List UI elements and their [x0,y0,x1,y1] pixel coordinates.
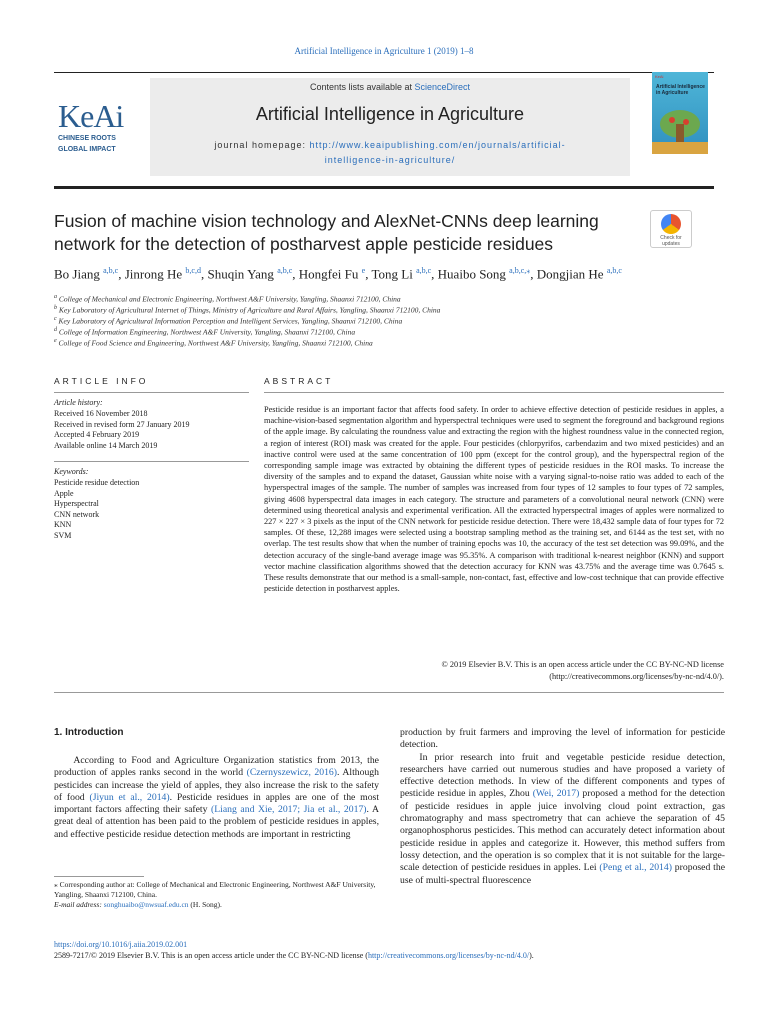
history-label: Article history: [54,398,103,407]
affiliation-text: Key Laboratory of Agricultural Information Perception and Intelligent Services, Yangling, Shaanxi 712100, China [56,316,403,326]
body-text: proposed the use of multi-spectral fluorescence [400,862,725,886]
body-text: . Pesticide residues in apples are one of the most important factors affecting their safety [54,791,380,816]
author-name[interactable]: , Hongfei Fu [292,266,362,282]
publisher-logo [58,100,123,154]
issn-line [54,951,734,960]
homepage-link-2[interactable]: intelligence-in-agriculture/ [324,155,456,165]
body-text: In prior research into fruit and vegetable pesticide residue detection, researchers have carried out numerous studies and have proposed a variety of effective detection methods. In view of the different components and types of pesticide residue in apples, Zhou [400,751,725,800]
citation-link[interactable]: (Jiyun et al., 2014) [89,791,170,803]
affiliation-marker: d [54,327,57,333]
author-name[interactable]: Bo Jiang [54,266,104,282]
affiliation-marker: b [54,305,57,311]
contents-line [150,82,630,92]
issn-text: 2589-7217/© 2019 Elsevier B.V. This is an open access article under the CC BY-NC-ND license ( [54,951,368,960]
affiliation-e [54,336,714,349]
author-affiliation-marker[interactable]: a,b,c [606,266,622,275]
article-info-label: ARTICLE INFO [54,376,149,386]
keywords-label: Keywords: [54,467,89,476]
author-affiliation-marker[interactable]: a,b,c,⁎ [509,266,531,275]
badge-text-1: Check for [660,235,682,241]
history-entry: Received 16 November 2018 [54,409,148,418]
article-info-rule [54,392,249,393]
footnote-email [54,900,384,910]
body-text: proposed a method for the detection of pesticide residues in apple juice involving cloud point extraction, gas chromatography and mass spectrometry that can achieve the separation of 45 organophosphorus pesticides. This method can accurately detect information about pesticide residue in apples and categorize it. However, this method suffers from lossy detection, and the operation is so complex that it is not suitable for the large-scale detection of pesticide residues in apples. Lei [400,788,726,874]
check-updates-icon [661,214,681,234]
logo-text: KeAi [58,98,124,134]
footnote-rule [54,876,144,877]
homepage-link-1[interactable]: http://www.keaipublishing.com/en/journals/artificial- [309,140,566,150]
keyword: Hyperspectral [54,499,99,508]
sciencedirect-link[interactable]: ScienceDirect [414,82,471,92]
journal-homepage [170,138,610,168]
issn-end: ). [529,951,534,960]
doi-link[interactable]: https://doi.org/10.1016/j.aiia.2019.02.001 [54,940,188,949]
footnote-text: ⁎ Corresponding author at: College of Mechanical and Electronic Engineering, Northwest A&F University, Yangling, Shaanxi 712100, China. [54,880,376,899]
header-rule [54,186,714,189]
section-heading-introduction: 1. Introduction [54,727,124,738]
author-affiliation-marker[interactable]: a,b,c [277,266,293,275]
logo-sub-1: CHINESE ROOTS [58,135,116,142]
issn-license-link[interactable]: http://creativecommons.org/licenses/by-nc-nd/4.0/ [367,951,530,960]
keyword: Pesticide residue detection [54,478,140,487]
author-affiliation-marker[interactable]: a,b,c [103,266,119,275]
license-link[interactable]: (http://creativecommons.org/licenses/by-nc-nd/4.0/). [549,672,724,681]
cover-tag: KeAi [655,74,664,79]
author-affiliation-marker[interactable]: a,b,c [416,266,432,275]
author-name[interactable]: , Shuqin Yang [200,266,278,282]
affiliation-marker: e [54,338,57,344]
citation-link[interactable]: (Wei, 2017) [532,788,580,800]
affiliation-text: College of Information Engineering, Northwest A&F University, Yangling, Shaanxi 712100, China [57,327,356,337]
contents-prefix: Contents lists available at [309,82,415,92]
logo-sub-2: GLOBAL IMPACT [58,146,116,153]
keyword: CNN network [54,509,100,519]
affiliation-text: College of Mechanical and Electronic Engineering, Northwest A&F University, Yangling, Shaanxi 712100, China [57,294,401,304]
body-text: . A great deal of attention has been paid to the problem of pesticide residues in apples, and effective pesticide residue detection methods are important in restricting [54,804,379,840]
keyword: Apple [54,488,74,498]
affiliation-text: College of Food Science and Engineering, Northwest A&F University, Yangling, Shaanxi 712100, China [56,338,373,348]
author-name[interactable]: , Tong Li [365,266,417,282]
intro-right-column [400,727,725,887]
author-name[interactable]: , Huaibo Song [431,266,510,282]
body-text: According to Food and Agriculture Organization statistics from 2013, the production of apples ranks second in the world [54,755,379,779]
author-list [54,266,714,282]
history-rule [54,461,249,462]
top-rule [54,72,714,73]
cover-title: Artificial Intelligence in Agriculture [656,84,705,96]
author-name[interactable]: , Dongjian He [530,266,607,282]
article-title: Fusion of machine vision technology and AlexNet-CNNs deep learning network for the detection of postharvest apple pesticide residues [54,211,599,254]
abstract-rule [264,392,724,393]
history-entry: Received in revised form 27 January 2019 [54,419,190,429]
badge-text-2: updates [662,241,680,247]
history-entry: Accepted 4 February 2019 [54,430,140,439]
homepage-label: journal homepage: [214,140,310,150]
abstract-bottom-rule [54,692,724,693]
author-affiliation-marker[interactable]: e [361,266,366,275]
keyword: KNN [54,520,72,529]
email-link[interactable]: songhuaibo@nwsuaf.edu.cn [103,900,189,909]
journal-reference[interactable]: Artificial Intelligence in Agriculture 1 (2019) 1–8 [294,46,474,56]
abstract-label: ABSTRACT [264,376,334,386]
journal-cover-image[interactable] [652,72,708,154]
body-text: production by fruit farmers and improving the level of information for pesticide detection. [400,727,725,751]
citation-link[interactable]: (Czernyszewicz, 2016) [246,767,337,779]
email-suffix: (H. Song). [188,900,222,909]
intro-left-column [54,755,379,841]
cover-illustration [652,72,708,154]
citation-link[interactable]: (Liang and Xie, 2017; Jia et al., 2017) [211,804,367,816]
copyright-line-1: © 2019 Elsevier B.V. This is an open access article under the CC BY-NC-ND license [441,660,724,669]
keyword: SVM [54,530,72,540]
citation-link[interactable]: (Peng et al., 2014) [599,862,672,874]
body-text: . Although pesticides can increase the yield of apples, they also increase the risk to the safety of food [54,767,379,803]
author-affiliation-marker[interactable]: b,c,d [185,266,201,275]
email-label: E-mail address: [54,900,104,909]
check-for-updates-badge[interactable] [650,210,692,248]
affiliation-marker: c [54,316,57,322]
abstract-text: Pesticide residue is an important factor that affects food safety. In order to achieve effective detection of pesticide residues in apples, a machine-vision-based segmentation algorithm and hyperspectral techniques were used to segment the foreground and background regions of the apple image. By calculating the roundness value and extracting the region with the highest roundness value in the connected region, a region of interest (ROI) mask was created for the apple. Four pesticides (chlorpyrifos, carbendazim and two mixed pesticides) and an inactive control were used at the same concentration of 100 ppm (except for the control group), and the hyperspectral region of the corresponding sample image was extracted by obtaining the different types of pesticide residues in the ROI masks. To increase the diversity of the samples and to expand the dataset, Gaussian white noise with a varying signal-to-noise ratio was added to each of the hyperspectral images of the sample. The number of samples was increased from four types of 12 samples to four types of 72 samples, giving 4608 hyperspectral data images in each category. The structure and parameters of a convolutional neural network (CNN) were determined using theoretical analysis and experimental verification. All the extracted hyperspectral images of apples were normalized to 227 × 227 × 3 pixels as the input of the CNN network for pesticide residue detection. There were 18,432 sample data of four types for 72 samples. Of these, 12,288 images were selected using a bootstrap sampling method as the training set, and 6144 as the test set, with no overlap. The test results show that when the number of training epochs was 10, the accuracy of the test set detection was 99.09%, and the detection accuracy of the single-band average image was 95.35%. A comparison with traditional k-nearest neighbor (KNN) and support vector machine classification algorithms showed that the detection accuracy for KNN was 43.75% and the average time was 0.7645 s. These results demonstrate that our method is a small-sample, non-contact, fast, effective and low-cost technique that can provide effective pesticide detection in postharvest apples. [264,405,724,594]
corresponding-author-footnote [54,880,384,910]
affiliation-text: Key Laboratory of Agricultural Internet of Things, Ministry of Agriculture and Rural Affairs, Yangling, Shaanxi 712100, China [57,305,441,315]
history-entry: Available online 14 March 2019 [54,440,158,450]
journal-name: Artificial Intelligence in Agriculture [255,104,525,124]
affiliation-marker: a [54,294,57,300]
author-name[interactable]: , Jinrong He [118,266,186,282]
